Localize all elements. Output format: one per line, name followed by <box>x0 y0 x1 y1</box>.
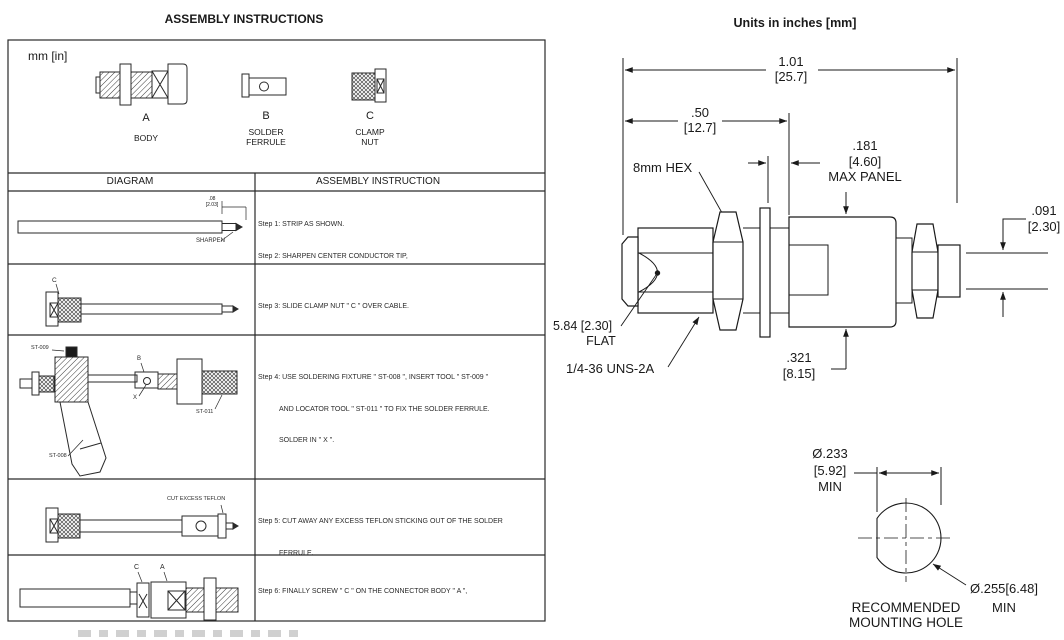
page-title-assembly: ASSEMBLY INSTRUCTIONS <box>164 12 324 26</box>
dim-panel-in: .181 <box>852 138 878 153</box>
dim-panel-note: MAX PANEL <box>828 169 902 184</box>
units-title: Units in inches [mm] <box>733 16 857 30</box>
dim-body-diameter <box>769 350 829 382</box>
dim-overall-mm: [25.7] <box>774 69 808 84</box>
part-c-name-line1: CLAMP <box>355 127 385 137</box>
step-4-text <box>258 352 490 468</box>
final-c-label: C <box>134 564 140 571</box>
st008-label: ST-008 <box>49 453 67 459</box>
step-1-2-text <box>258 199 408 283</box>
step5-line1: Step 5: CUT AWAY ANY EXCESS TEFLON STICKING OUT OF THE SOLDER <box>258 518 503 525</box>
part-a-letter: A <box>142 112 150 124</box>
dim-hole-diameter-min: MIN <box>992 600 1016 615</box>
solder-x-label: X <box>133 395 138 401</box>
mounting-hole-caption <box>816 601 996 630</box>
column-header-diagram: DIAGRAM <box>106 176 154 187</box>
final-a-label: A <box>160 564 165 571</box>
part-b-letter: B <box>262 110 270 122</box>
dim-tip-in: .091 <box>1031 203 1057 218</box>
caption-line1: RECOMMENDED <box>851 600 961 615</box>
dim-front-length <box>670 105 730 135</box>
part-b-name <box>236 128 296 148</box>
dim-panel-mm: [4.60] <box>848 153 882 169</box>
part-a-body-sketch <box>96 64 187 105</box>
dim-hole-flat-in: Ø.233 <box>812 446 848 461</box>
step3-clamp-nut-sketch <box>46 284 238 326</box>
dim-overall-in: 1.01 <box>778 54 804 69</box>
st009-label: ST-009 <box>31 345 49 351</box>
ferrule-ref-label: B <box>137 356 142 362</box>
step-6-text <box>258 566 467 619</box>
dim-overall-length <box>756 54 826 84</box>
dim-tip-diameter <box>1014 203 1064 235</box>
column-header-instruction: ASSEMBLY INSTRUCTION <box>315 176 441 187</box>
clamp-nut-ref-label: C <box>52 277 57 284</box>
step2-line: Step 2: SHARPEN CENTER CONDUCTOR TIP, <box>258 252 408 260</box>
dim-hole-flat <box>800 446 860 496</box>
step-3-text <box>258 281 409 334</box>
dim-hole-flat-mm: [5.92] <box>813 462 847 478</box>
dim-tip-mm: [2.30] <box>1027 219 1061 234</box>
thread-spec-label: 1/4-36 UNS-2A <box>566 361 655 376</box>
step5-line2: FERRULE. <box>279 549 314 557</box>
st011-label: ST-011 <box>196 409 214 415</box>
strip-dim-inch: .08 <box>208 196 216 202</box>
dim-front-in: .50 <box>690 105 710 120</box>
part-c-letter: C <box>366 110 374 122</box>
units-note: mm [in] <box>28 49 68 63</box>
part-b-solder-ferrule-sketch <box>242 74 286 97</box>
sharpen-label: SHARPEN <box>196 238 226 244</box>
step4-line1: Step 4: USE SOLDERING FIXTURE " ST-008 ", INSERT TOOL " ST-009 " <box>258 374 489 381</box>
dim-flat-note: FLAT <box>586 334 616 348</box>
dim-flat: 5.84 [2.30] <box>553 319 613 333</box>
caption-line2: MOUNTING HOLE <box>848 614 963 630</box>
strip-dim-label <box>198 196 226 208</box>
dim-hole-diameter: Ø.255[6.48] <box>970 581 1038 596</box>
dim-front-mm: [12.7] <box>683 120 717 135</box>
mounting-hole-view <box>854 467 966 585</box>
step1-line: Step 1: STRIP AS SHOWN. <box>258 221 345 228</box>
strip-dim-mm: [2.03] <box>205 202 219 208</box>
part-b-name-line1: SOLDER <box>248 127 284 137</box>
hex-size-label: 8mm HEX <box>633 160 693 175</box>
step6-line: Step 6: FINALLY SCREW " C " ON THE CONNECTOR BODY " A ", <box>258 588 468 595</box>
dim-hole-flat-min: MIN <box>818 479 842 494</box>
dim-body-mm: [8.15] <box>782 366 816 381</box>
step4-line3: SOLDER IN " X ". <box>279 437 335 444</box>
part-c-name-line2: NUT <box>361 136 379 147</box>
step3-line: Step 3: SLIDE CLAMP NUT " C " OVER CABLE. <box>258 303 409 310</box>
cut-teflon-label: CUT EXCESS TEFLON <box>167 496 226 502</box>
cut-off-text-fragment <box>78 630 306 637</box>
panel-plate <box>760 208 770 337</box>
part-c-clamp-nut-sketch <box>352 69 386 102</box>
step6-final-assembly-sketch <box>20 572 238 620</box>
part-c-name <box>340 128 400 148</box>
part-a-name: BODY <box>133 133 159 143</box>
step4-line2: AND LOCATOR TOOL " ST-011 " TO FIX THE SOLDER FERRULE. <box>279 405 490 413</box>
part-b-name-line2: FERRULE <box>246 136 286 147</box>
dim-max-panel <box>820 138 910 185</box>
dim-body-in: .321 <box>786 350 812 365</box>
step5-cut-teflon-sketch <box>46 505 238 542</box>
